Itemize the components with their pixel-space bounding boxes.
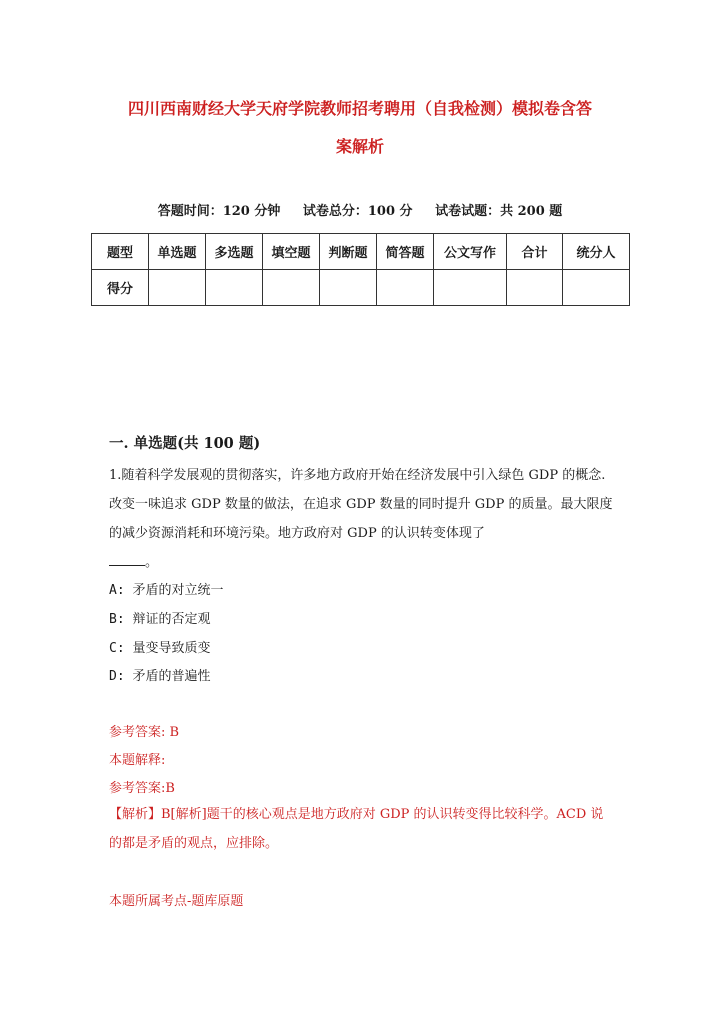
question-source: 本题所属考点-题库原题: [109, 894, 244, 909]
header-cell: 合计: [507, 234, 563, 270]
score-cell: [206, 270, 263, 306]
question-stem: 1.随着科学发展观的贯彻落实，许多地方政府开始在经济发展中引入绿色 GDP 的概念.改变一味追求 GDP 数量的做法，在追求 GDP 数量的同时提升 GDP 的质量。最大限度的减少资源消耗和环境污染。地方政府对 GDP 的认识转变体现了: [109, 468, 613, 541]
option-c: C: 量变导致质变: [109, 641, 211, 656]
reference-answer: 参考答案: B: [109, 725, 180, 740]
exam-time: 答题时间：120 分钟: [157, 204, 281, 219]
option-a: A: 矛盾的对立统一: [109, 583, 224, 598]
answer-blank: [109, 551, 145, 566]
document-title-line-2: 案解析: [335, 137, 384, 156]
score-cell: [149, 270, 206, 306]
header-cell: 判断题: [320, 234, 377, 270]
analysis-text: 【解析】B[解析]题干的核心观点是地方政府对 GDP 的认识转变得比较科学。ACD 说的都是矛盾的观点，应排除。: [109, 807, 604, 851]
exam-total-score: 试卷总分：100 分: [302, 204, 413, 219]
question-text: [109, 461, 614, 577]
score-table-score-row: [92, 270, 630, 306]
score-cell: [320, 270, 377, 306]
score-cell: [263, 270, 320, 306]
header-cell: 多选题: [206, 234, 263, 270]
score-cell: [377, 270, 434, 306]
header-cell: 题型: [92, 234, 149, 270]
header-cell: 单选题: [149, 234, 206, 270]
option-b: B: 辩证的否定观: [109, 612, 211, 627]
exam-total-questions: 试卷试题：共 200 题: [435, 204, 563, 219]
score-cell: [507, 270, 563, 306]
header-cell: 简答题: [377, 234, 434, 270]
header-cell: 填空题: [263, 234, 320, 270]
score-cell: [434, 270, 507, 306]
reference-answer-2: 参考答案:B: [109, 781, 175, 796]
section-heading: 一. 单选题(共 100 题): [109, 435, 261, 452]
score-table-header-row: [92, 234, 630, 270]
header-cell: 统分人: [563, 234, 630, 270]
option-d: D: 矛盾的普遍性: [109, 669, 211, 684]
score-cell: [563, 270, 630, 306]
row-label-cell: 得分: [92, 270, 149, 306]
score-table: [91, 233, 630, 306]
explanation-label: 本题解释:: [109, 753, 166, 768]
exam-meta: [0, 200, 720, 219]
document-title-line-1: 四川西南财经大学天府学院教师招考聘用（自我检测）模拟卷含答: [127, 99, 592, 118]
header-cell: 公文写作: [434, 234, 507, 270]
question-stem-end: 。: [145, 555, 159, 570]
